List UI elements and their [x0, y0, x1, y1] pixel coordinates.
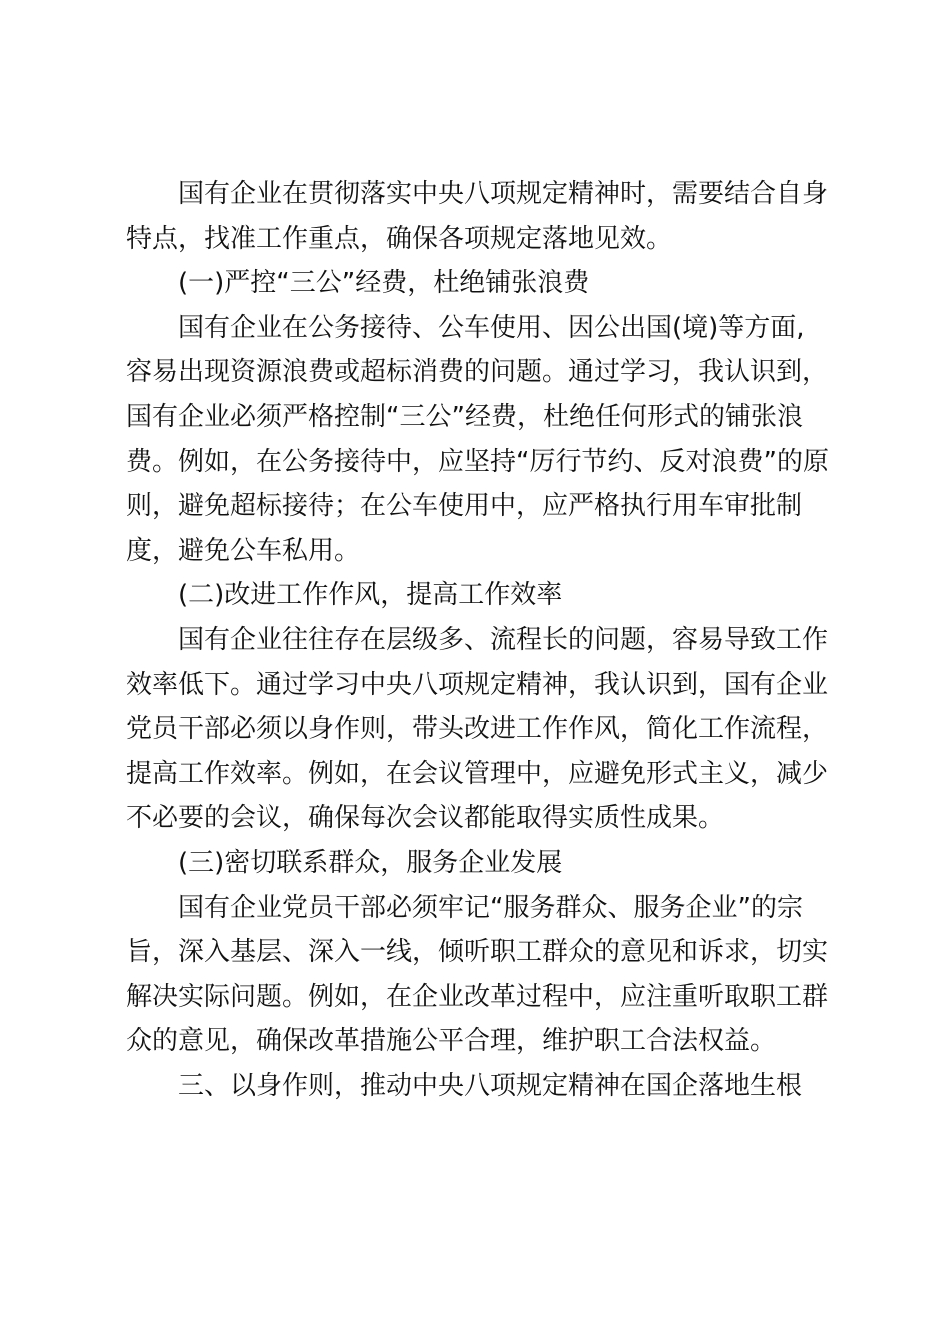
paragraph-line: 特点，找准工作重点，确保各项规定落地见效。 [126, 223, 673, 254]
paragraph-line: 众的意见，确保改革措施公平合理，维护职工合法权益。 [126, 1026, 777, 1057]
section-heading-3: (三)密切联系群众，服务企业发展 [178, 847, 563, 878]
paragraph-line: 国有企业在公务接待、公车使用、因公出国(境)等方面, [178, 312, 805, 343]
part-3-heading: 三、以身作则，推动中央八项规定精神在国企落地生根 [178, 1070, 803, 1101]
paragraph-line: 度，避免公车私用。 [126, 535, 361, 566]
section-1-paragraph [126, 306, 829, 574]
section-3-paragraph [126, 886, 829, 1064]
paragraph-line: 党员干部必须以身作则，带头改进工作作风，简化工作流程， [126, 714, 829, 745]
paragraph-line: 国有企业党员干部必须牢记“服务群众、服务企业”的宗 [178, 892, 803, 923]
paragraph-line: 旨，深入基层、深入一线，倾听职工群众的意见和诉求，切实 [126, 937, 829, 968]
paragraph-line: 容易出现资源浪费或超标消费的问题。通过学习，我认识到， [126, 357, 829, 388]
paragraph-line: 则，避免超标接待；在公车使用中，应严格执行用车审批制 [126, 491, 803, 522]
paragraph-line: 不必要的会议，确保每次会议都能取得实质性成果。 [126, 803, 725, 834]
paragraph-line: 费。例如，在公务接待中，应坚持“厉行节约、反对浪费”的原 [126, 446, 829, 477]
document-body [126, 172, 829, 1108]
paragraph-line: 提高工作效率。例如，在会议管理中，应避免形式主义，减少 [126, 758, 829, 789]
section-2-paragraph [126, 618, 829, 841]
paragraph-line: 国有企业在贯彻落实中央八项规定精神时，需要结合自身 [178, 179, 829, 209]
paragraph-line: 解决实际问题。例如，在企业改革过程中，应注重听取职工群 [126, 981, 829, 1012]
section-heading-2: (二)改进工作作风，提高工作效率 [178, 580, 563, 611]
paragraph-line: 国有企业往往存在层级多、流程长的问题，容易导致工作 [178, 624, 829, 655]
paragraph-line: 国有企业必须严格控制“三公”经费，杜绝任何形式的铺张浪 [126, 401, 803, 432]
intro-paragraph [126, 172, 829, 261]
section-heading-1: (一)严控“三公”经费，杜绝铺张浪费 [178, 268, 590, 299]
paragraph-line: 效率低下。通过学习中央八项规定精神，我认识到，国有企业 [126, 669, 829, 700]
